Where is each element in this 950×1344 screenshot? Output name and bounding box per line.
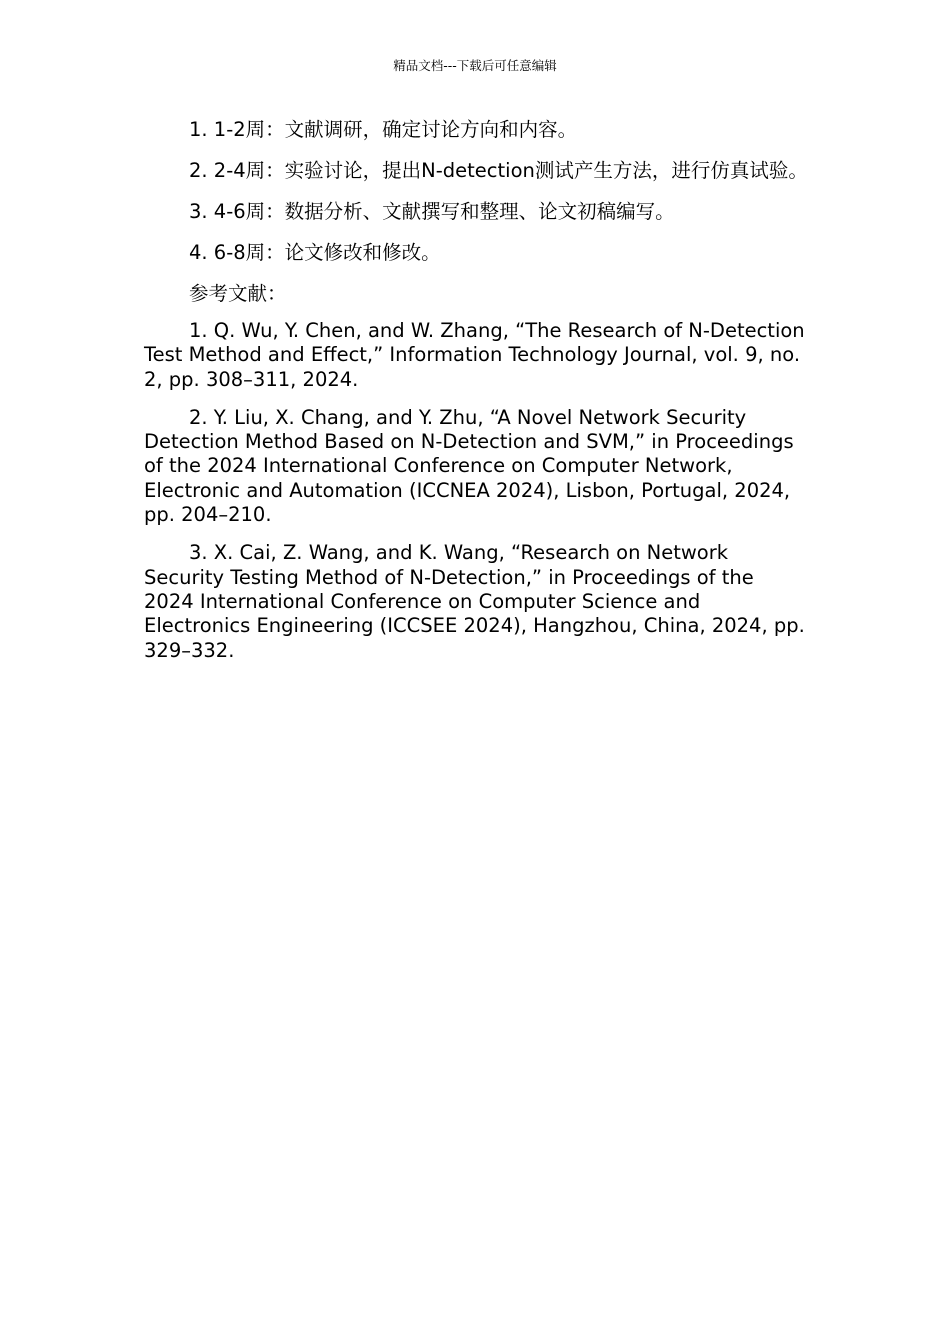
reference-item-1: 1. Q. Wu, Y. Chen, and W. Zhang, “The Research of N-Detection Test Method and Effect,” Information Technology Journal, vol. 9, no. 2, pp. 308–311, 2024.	[144, 319, 805, 391]
schedule-item-2: 2. 2-4周：实验讨论，提出N-detection测试产生方法，进行仿真试验。	[189, 159, 808, 182]
reference-item-3: 3. X. Cai, Z. Wang, and K. Wang, “Research on Network Security Testing Method of N-Detection,” in Proceedings of the 2024 International Conference on Computer Science and Electronics Engineering (ICCSEE 2024), Hangzhou, China, 2024, pp. 329–332.	[144, 541, 805, 662]
references-heading: 参考文献：	[189, 282, 287, 305]
page-header: 精品文档---下载后可任意编辑	[393, 58, 557, 73]
reference-item-2: 2. Y. Liu, X. Chang, and Y. Zhu, “A Novel Network Security Detection Method Based on N-Detection and SVM,” in Proceedings of the 2024 International Conference on Computer Network, Electronic and Automation (ICCNEA 2024), Lisbon, Portugal, 2024, pp. 204–210.	[144, 405, 794, 527]
schedule-item-3: 3. 4-6周：数据分析、文献撰写和整理、论文初稿编写。	[189, 200, 675, 223]
schedule-item-1: 1. 1-2周：文献调研，确定讨论方向和内容。	[189, 118, 578, 141]
document-body	[144, 116, 808, 677]
schedule-item-4: 4. 6-8周：论文修改和修改。	[189, 241, 441, 264]
